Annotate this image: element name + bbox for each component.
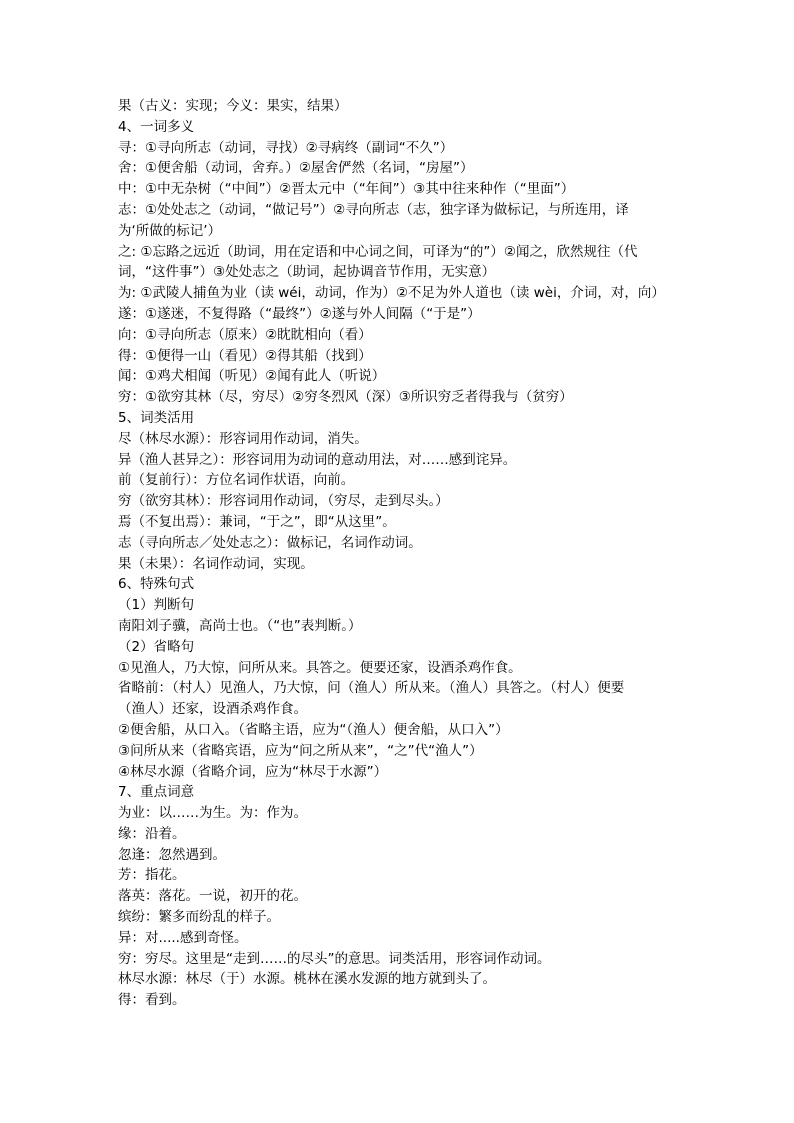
section-heading: 4、一词多义 (118, 118, 195, 135)
text-line: ③问所从来（省略宾语，应为“问之所从来”，“之”代“渔人”） (118, 742, 483, 759)
text-line: 尽（林尽水源）：形容词用作动词，消失。 (118, 430, 368, 447)
text-line: 闻：①鸡犬相闻（听见）②闻有此人（听说） (118, 368, 386, 385)
text-line: 穷：穷尽。这里是“走到……的尽头”的意思。词类活用，形容词作动词。 (118, 950, 551, 967)
text-line: 为‘所做的标记’） (118, 222, 222, 239)
text-line: 中：①中无杂树（“中间”）②晋太元中（“年间”）③其中往来种作（“里面”） (118, 181, 575, 198)
text-line: （渔人）还家，设酒杀鸡作食。 (118, 701, 307, 718)
text-line: 芳：指花。 (118, 867, 186, 884)
text-line: 缘：沿着。 (118, 825, 186, 842)
text-line: 为业：以……为生。为：作为。 (118, 805, 307, 822)
text-line: 舍：①便舍船（动词，舍弃。）②屋舍俨然（名词，“房屋”） (118, 160, 474, 177)
text-line: 为: ①武陵人捕鱼为业（读 wéi，动词，作为）②不足为外人道也（读 wèi，介词，对，向） (118, 285, 665, 302)
text-line: 词，“这件事”）③处处志之（助词，起协调音节作用，无实意） (118, 264, 496, 281)
text-line: 林尽水源：林尽（于）水源。桃林在溪水发源的地方就到头了。 (118, 971, 496, 988)
text-line: ②便舍船，从口入。（省略主语，应为“（渔人）便舍船，从口入”） (118, 721, 509, 738)
section-heading: 7、重点词意 (118, 784, 195, 801)
text-line: 果（未果）：名词作动词，实现。 (118, 555, 314, 572)
text-line: 焉（不复出焉）：兼词，“于之”，即“从这里”。 (118, 513, 396, 530)
text-line: 得：①便得一山（看见）②得其船（找到） (118, 347, 372, 364)
text-line: 向：①寻向所志（原来）②眈眈相向（看） (118, 326, 372, 343)
text-line: 前（复前行）：方位名词作状语，向前。 (118, 472, 355, 489)
text-line: 穷（欲穷其林）：形容词用作动词，（穷尽，走到尽头。） (118, 493, 449, 510)
text-line: 志（寻向所志／处处志之）：做标记，名词作动词。 (118, 534, 422, 551)
text-line: 省略前：（村人）见渔人，乃大惊，问（渔人）所从来。（渔人）具答之。（村人）便要 (118, 680, 625, 697)
text-line: 得：看到。 (118, 992, 186, 1009)
text-line: 寻：①寻向所志（动词，寻找）②寻病终（副词“不久”） (118, 139, 454, 156)
text-line: 异（渔人甚异之）：形容词用为动词的意动用法，对……感到诧异。 (118, 451, 517, 468)
text-line: 忽逢：忽然遇到。 (118, 846, 226, 863)
text-line: 南阳刘子骥，高尚士也。（“也”表判断。） (118, 617, 362, 634)
text-line: 志：①处处志之（动词，“做记号”）②寻向所志（志，独字译为做标记，与所连用，译 (118, 201, 629, 218)
document-page (118, 96, 688, 1011)
text-line: 穷：①欲穷其林（尽，穷尽）②穷冬烈风（深）③所识穷乏者得我与（贫穷） (118, 389, 573, 406)
text-line: 落英：落花。一说，初开的花。 (118, 888, 307, 905)
text-line: 果（古义：实现；今义：果实，结果） (118, 98, 348, 114)
text-line: ④林尽水源（省略介词，应为“林尽于水源”） (118, 763, 388, 780)
text-line: ①见渔人，乃大惊，问所从来。具答之。便要还家，设酒杀鸡作食。 (118, 659, 522, 676)
subsection-heading: （1）判断句 (118, 597, 195, 614)
text-line: 遂：①遂迷，不复得路（“最终”）②遂与外人间隔（“于是”） (118, 305, 481, 322)
section-heading: 5、词类活用 (118, 409, 195, 426)
text-line: 异：对.....感到奇怪。 (118, 929, 248, 946)
section-heading: 6、特殊句式 (118, 576, 195, 593)
text-line: 之: ①忘路之远近（助词，用在定语和中心词之间，可译为“的”）②闻之，欣然规往（代 (118, 243, 638, 260)
subsection-heading: （2）省略句 (118, 638, 195, 655)
text-line: 缤纷：繁多而纷乱的样子。 (118, 909, 280, 926)
